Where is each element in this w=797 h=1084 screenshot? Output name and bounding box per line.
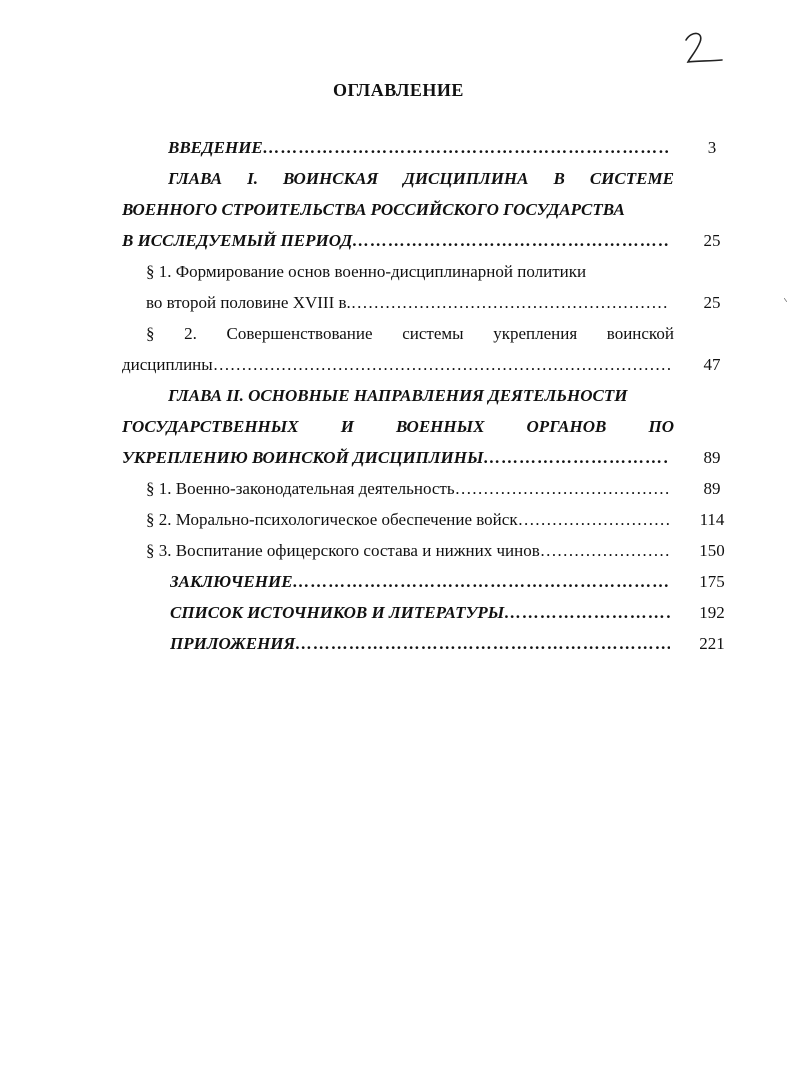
leader-dots	[455, 476, 670, 502]
toc-entry-title: § 1. Военно-законодательная деятельность	[146, 479, 455, 498]
leader-dots	[293, 569, 670, 595]
toc-entry-section2-1[interactable]	[146, 476, 670, 502]
toc-title: ОГЛАВЛЕНИЕ	[333, 80, 464, 100]
toc-entry-title: дисциплины	[122, 355, 213, 374]
word: ВОИНСКАЯ	[283, 169, 379, 188]
toc-entry-title: СПИСОК ИСТОЧНИКОВ И ЛИТЕРАТУРЫ	[170, 603, 505, 622]
scan-speck	[784, 298, 787, 302]
toc-page-number: 25	[703, 293, 721, 312]
word: §	[146, 324, 155, 343]
word: ПО	[648, 417, 674, 436]
toc-entry-chapter1[interactable]	[122, 228, 670, 254]
word: ВОЕННЫХ	[396, 417, 485, 436]
word: СИСТЕМЕ	[589, 169, 674, 188]
toc-entry-title: В ИССЛЕДУЕМЫЙ ПЕРИОД	[122, 231, 353, 250]
word: ДИСЦИПЛИНА	[403, 169, 529, 188]
section1-2-line1[interactable]	[146, 321, 674, 347]
word: системы	[402, 324, 464, 343]
word: укрепления	[493, 324, 578, 343]
toc-entry-section2-2[interactable]	[146, 507, 670, 533]
word: I.	[247, 169, 259, 188]
word: ОРГАНОВ	[526, 417, 607, 436]
toc-entry-title: ВВЕДЕНИЕ	[168, 138, 263, 157]
toc-entry-appendix[interactable]	[170, 631, 670, 657]
word: 2.	[184, 324, 197, 343]
toc-entry-title: ЗАКЛЮЧЕНИЕ	[170, 572, 293, 591]
toc-entry-sources[interactable]	[170, 600, 670, 626]
leader-dots	[352, 228, 670, 254]
chapter1-line1[interactable]	[168, 166, 674, 192]
toc-page-number: 89	[703, 479, 721, 498]
toc-page-number: 47	[703, 355, 721, 374]
word: воинской	[606, 324, 674, 343]
toc-entry-chapter2[interactable]	[122, 445, 670, 471]
toc-page-number: 114	[699, 510, 725, 529]
section1-1-line1: § 1. Формирование основ военно-дисциплинарной политики	[146, 262, 587, 281]
leader-dots	[295, 631, 670, 657]
word: ГЛАВА	[168, 169, 223, 188]
toc-entry-title: § 2. Морально-психологическое обеспечение войск	[146, 510, 518, 529]
toc-page-number: 3	[707, 138, 717, 157]
word: ГОСУДАРСТВЕННЫХ	[122, 417, 299, 436]
toc-entry-section2-3[interactable]	[146, 538, 670, 564]
toc-page-number: 221	[699, 634, 725, 653]
chapter2-line1: ГЛАВА II. ОСНОВНЫЕ НАПРАВЛЕНИЯ ДЕЯТЕЛЬНОСТИ	[168, 386, 628, 405]
word: Совершенствование	[226, 324, 373, 343]
word: В	[553, 169, 565, 188]
toc-page-number: 89	[703, 448, 721, 467]
toc-entry-title: § 3. Воспитание офицерского состава и нижних чинов	[146, 541, 540, 560]
toc-entry-section1-1[interactable]	[146, 290, 670, 316]
toc-entry-intro[interactable]	[168, 135, 670, 161]
leader-dots	[518, 507, 670, 533]
chapter2-line2[interactable]	[122, 414, 674, 440]
toc-page-number: 192	[699, 603, 725, 622]
toc-entry-conclusion[interactable]	[170, 569, 670, 595]
toc-entry-title: во второй половине XVIII в.	[146, 293, 351, 312]
toc-page-number: 175	[699, 572, 725, 591]
toc-entry-section1-2[interactable]	[122, 352, 670, 378]
toc-page-number: 150	[699, 541, 725, 560]
leader-dots	[213, 352, 670, 378]
chapter1-line2: ВОЕННОГО СТРОИТЕЛЬСТВА РОССИЙСКОГО ГОСУДАРСТВА	[122, 200, 625, 219]
toc-entry-title: УКРЕПЛЕНИЮ ВОИНСКОЙ ДИСЦИПЛИНЫ	[122, 448, 484, 467]
handwritten-page-number	[682, 28, 724, 68]
leader-dots	[483, 445, 670, 471]
toc-entry-title: ПРИЛОЖЕНИЯ	[170, 634, 296, 653]
toc-page-number: 25	[703, 231, 721, 250]
word: И	[340, 417, 354, 436]
leader-dots	[504, 600, 670, 626]
leader-dots	[540, 538, 670, 564]
leader-dots	[263, 135, 670, 161]
leader-dots	[351, 290, 670, 316]
